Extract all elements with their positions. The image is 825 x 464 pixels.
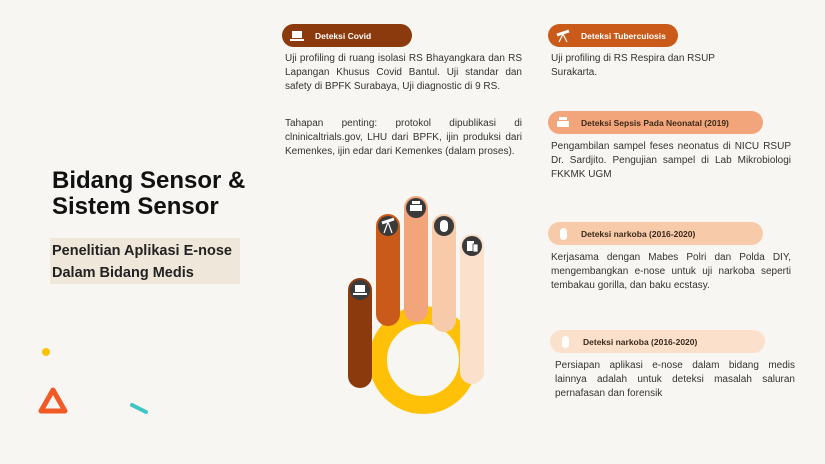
card-narkoba-2-text: Persiapan aplikasi e-nose dalam bidang medis lainnya adalah untuk deteksi masalah saluran pernafasan dan forensik xyxy=(555,360,795,399)
card-tb-header xyxy=(548,24,678,47)
mouse-icon xyxy=(553,225,572,242)
mouse-icon xyxy=(555,333,574,350)
card-narkoba-2-header xyxy=(550,330,765,353)
devices-icon xyxy=(462,236,482,256)
title-line-1: Bidang Sensor & xyxy=(52,167,246,194)
subtitle xyxy=(52,240,232,284)
mouse-icon xyxy=(434,216,454,236)
card-covid-text-2: Tahapan penting: protokol dipublikasi di clninicaltrials.gov, LHU dari BPFK, ijin produksi dari Kemenkes, ijin edar dari Kemenkes (dalam proses). xyxy=(285,118,522,157)
yellow-dot xyxy=(42,348,50,356)
laptop-icon xyxy=(350,280,370,300)
card-tb-title: Deteksi Tuberculosis xyxy=(581,30,666,41)
card-narkoba-1-text: Kerjasama dengan Mabes Polri dan Polda DIY, mengembangkan e-nose untuk uji narkoba seperti tembakau gorilla, dan baku ecstasy. xyxy=(551,252,791,291)
telescope-icon xyxy=(378,216,398,236)
card-narkoba-2-title: Deteksi narkoba (2016-2020) xyxy=(583,336,698,347)
laptop-icon xyxy=(287,27,306,44)
subtitle-line-1: Penelitian Aplikasi E-nose xyxy=(52,243,232,259)
page-title xyxy=(52,168,292,220)
teal-dash xyxy=(132,405,146,412)
palm-ring xyxy=(378,315,468,405)
card-tb-text: Uji profiling di RS Respira dan RSUP Surakarta. xyxy=(551,53,715,78)
card-sepsis-title: Deteksi Sepsis Pada Neonatal (2019) xyxy=(581,117,729,128)
card-covid-header xyxy=(282,24,412,47)
printer-icon xyxy=(406,198,426,218)
card-narkoba-1-title: Deteksi narkoba (2016-2020) xyxy=(581,228,696,239)
finger-5 xyxy=(460,234,484,384)
card-covid-title: Deteksi Covid xyxy=(315,30,372,41)
orange-triangle-outline xyxy=(41,390,65,411)
card-narkoba-1-header xyxy=(548,222,763,245)
telescope-icon xyxy=(553,27,572,44)
card-covid-text-1: Uji profiling di ruang isolasi RS Bhayangkara dan RS Lapangan Khusus Covid Bantul. Uji standar dan safety di BPFK Surabaya, Uji diagnostic di 9 RS. xyxy=(285,53,522,92)
printer-icon xyxy=(553,114,572,131)
title-line-2: Sistem Sensor xyxy=(52,193,219,220)
card-sepsis-text: Pengambilan sampel feses neonatus di NICU RSUP Dr. Sardjito. Pengujian sampel di Lab Mikrobiologi FKKMK UGM xyxy=(551,141,791,180)
card-sepsis-header xyxy=(548,111,763,134)
subtitle-line-2: Dalam Bidang Medis xyxy=(52,265,194,281)
decorative-shapes xyxy=(36,344,156,416)
hand-graphic xyxy=(340,190,530,430)
